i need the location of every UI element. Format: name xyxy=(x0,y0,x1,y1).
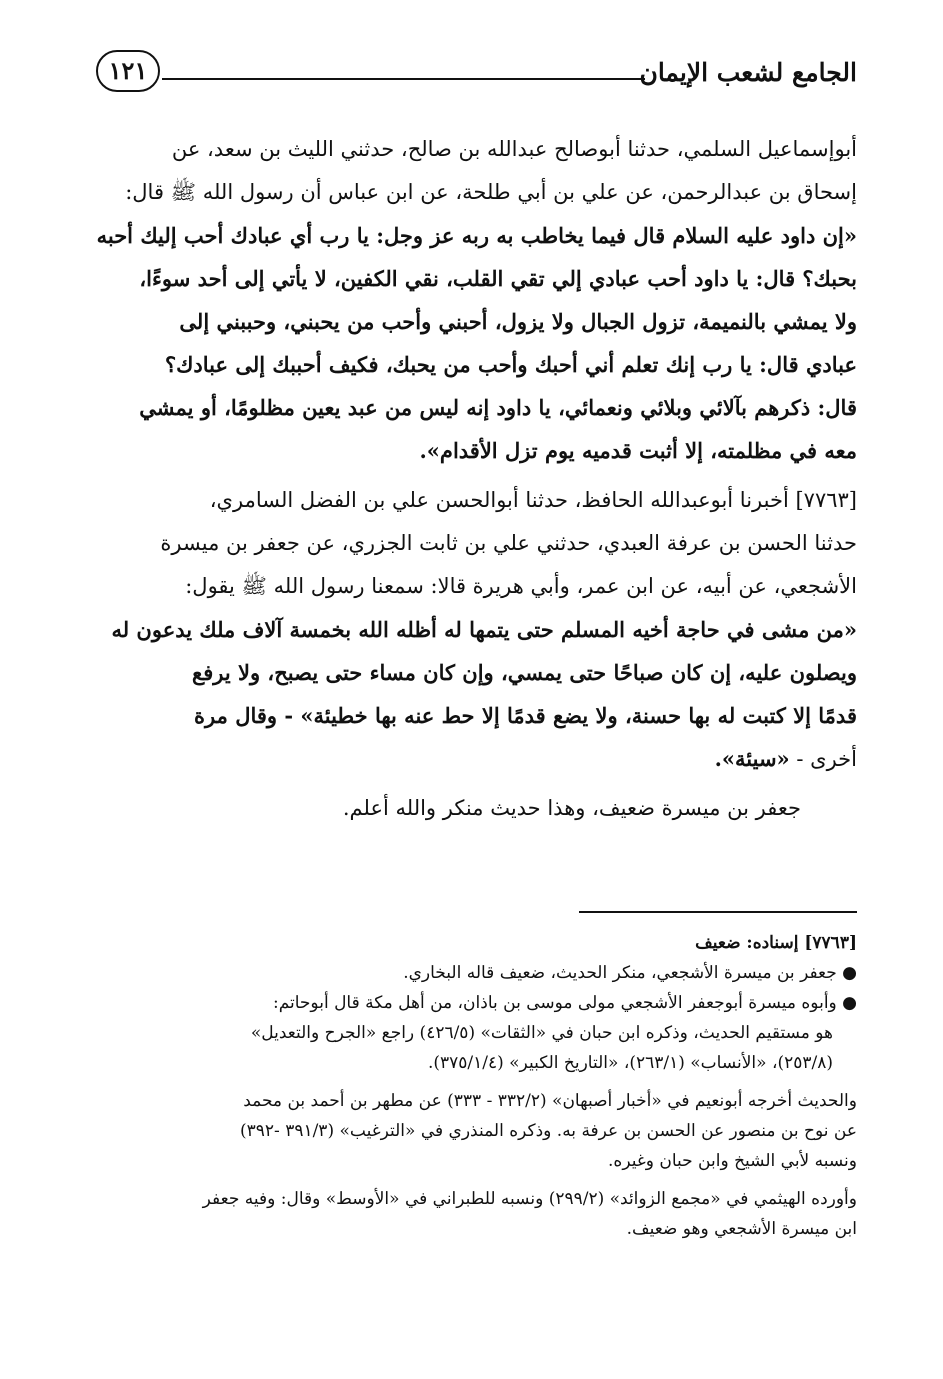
text-line: [٧٧٦٣] أخبرنا أبوعبدالله الحافظ، حدثنا أبوالحسن علي بن الفضل السامري، xyxy=(209,488,857,512)
hadith-text-line: قال: ذكرهم بآلائي وبلائي ونعمائي، يا داود إنه ليس من عبد يعين مظلومًا، أو يمشي xyxy=(139,395,857,420)
hadith-text-line: معه في مظلمته، إلا أثبت قدميه يوم تزل الأقدام». xyxy=(419,438,857,463)
text-line: أبوإسماعيل السلمي، حدثنا أبوصالح عبدالله بن صالح، حدثني الليث بن سعد، عن xyxy=(171,137,857,161)
footnote-line: ابن ميسرة الأشجعي وهو ضعيف. xyxy=(626,1219,857,1239)
footnote-line: عن نوح بن منصور عن الحسن بن عرفة به. وذكره المنذري في «الترغيب» (٣٩١/٣ -٣٩٢) xyxy=(239,1121,857,1141)
paragraph-hadith-7763 xyxy=(96,479,857,780)
text-line: إسحاق بن عبدالرحمن، عن علي بن أبي طلحة، عن ابن عباس أن رسول الله ﷺ قال: xyxy=(125,180,857,204)
footnotes xyxy=(96,928,857,1244)
hadith-text-line: عبادي قال: يا رب إنك تعلم أني أحبك وأحب من يحبك، فكيف أحببك إلى عبادك؟ xyxy=(164,352,857,377)
hadith-text-line: «من مشى في حاجة أخيه المسلم حتى يتمها له أظله الله بخمسة آلاف ملك يدعون له xyxy=(111,617,857,642)
text-line-mixed xyxy=(96,737,857,780)
text-line: حدثنا الحسن بن عرفة العبدي، حدثني علي بن ثابت الجزري، عن جعفر بن ميسرة xyxy=(160,531,857,555)
main-text xyxy=(96,128,857,837)
footnote-line: ونسبه لأبي الشيخ وابن حبان وغيره. xyxy=(608,1151,857,1171)
footnote-line: والحديث أخرجه أبونعيم في «أخبار أصبهان» (٣٣٢/٢ - ٣٣٣) عن مطهر بن أحمد بن محمد xyxy=(243,1091,857,1111)
running-header xyxy=(96,48,857,102)
text-line: الأشجعي، عن أبيه، عن ابن عمر، وأبي هريرة قالا: سمعنا رسول الله ﷺ يقول: xyxy=(185,574,857,598)
footnote-separator xyxy=(579,911,857,913)
page-number: ١٢١ xyxy=(96,50,160,92)
hadith-text-line: قدمًا إلا كتبت له بها حسنة، ولا يضع قدمًا إلا حط عنه بها خطيئة» - وقال مرة xyxy=(194,703,857,728)
hadith-text-line: ولا يمشي بالنميمة، تزول الجبال ولا يزول، أحبني وأحب من يحبني، وحببني إلى xyxy=(179,309,857,334)
hadith-text-line: ويصلون عليه، إن كان صباحًا حتى يمسي، وإن كان مساء حتى يصبح، ولا يرفع xyxy=(192,660,857,685)
footnote-line: (٢٥٣/٨)، «الأنساب» (٢٦٣/١)، «التاريخ الكبير» (٣٧٥/١/٤). xyxy=(427,1053,833,1073)
text-bold: «سيئة». xyxy=(714,746,790,771)
footnote-heading: [٧٧٦٣] إسناده: ضعيف xyxy=(695,933,857,953)
paragraph-hadith-1 xyxy=(96,128,857,472)
footnote-line: وأورده الهيثمي في «مجمع الزوائد» (٢٩٩/٢) ونسبه للطبراني في «الأوسط» وقال: وفيه جعفر xyxy=(202,1189,857,1209)
verdict-line: جعفر بن ميسرة ضعيف، وهذا حديث منكر والله أعلم. xyxy=(342,796,801,820)
footnote-bullet: ● جعفر بن ميسرة الأشجعي، منكر الحديث، ضعيف قاله البخاري. xyxy=(403,963,857,983)
text-normal: أخرى - xyxy=(796,747,857,771)
paragraph-verdict xyxy=(96,787,857,830)
hadith-text-line: بحبك؟ قال: يا داود أحب عبادي إلي تقي القلب، نقي الكفين، لا يأتي إلى أحد سوءًا، xyxy=(139,266,857,291)
header-rule xyxy=(162,78,645,80)
footnote-line: هو مستقيم الحديث، وذكره ابن حبان في «الثقات» (٤٢٦/٥) راجع «الجرح والتعديل» xyxy=(250,1023,833,1043)
header-title: الجامع لشعب الإيمان xyxy=(639,58,857,87)
hadith-text-line: «إن داود عليه السلام قال فيما يخاطب به ربه عز وجل: يا رب أي عبادك أحب إليك أحبه xyxy=(96,223,857,248)
footnote-bullet: ● وأبوه ميسرة أبوجعفر الأشجعي مولى موسى بن باذان، من أهل مكة قال أبوحاتم: xyxy=(272,993,857,1013)
